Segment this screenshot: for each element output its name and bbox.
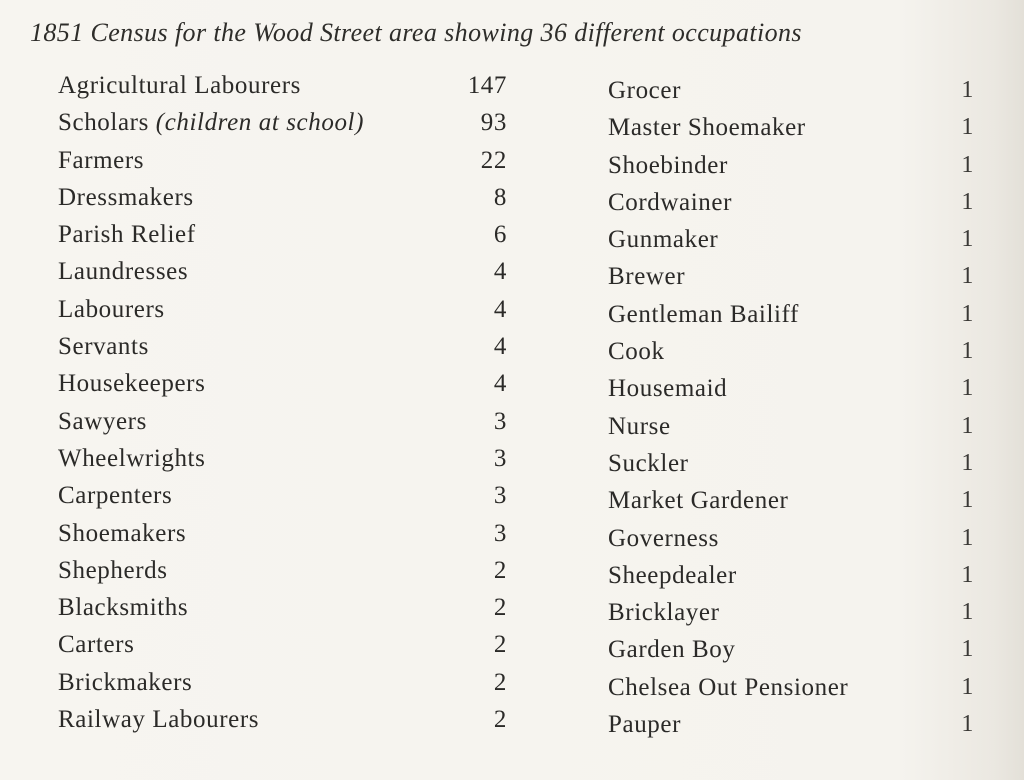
occupation-count: 1 xyxy=(961,673,974,700)
occupation-name: Bricklayer xyxy=(608,599,720,627)
occupation-name: Carters xyxy=(58,631,135,659)
list-item xyxy=(608,674,976,711)
occupation-name: Grocer xyxy=(608,77,681,104)
list-item xyxy=(58,520,513,557)
occupation-count: 1 xyxy=(961,412,974,439)
occupation-name: Housekeepers xyxy=(58,370,206,398)
list-item xyxy=(58,109,513,146)
occupation-count: 1 xyxy=(961,449,974,476)
list-item xyxy=(608,450,976,487)
occupation-name: Cook xyxy=(608,338,665,366)
occupation-name: Railway Labourers xyxy=(58,706,260,734)
list-item xyxy=(608,375,976,412)
list-item xyxy=(58,221,513,258)
occupation-count: 2 xyxy=(493,594,507,622)
list-item xyxy=(608,487,976,524)
occupation-name: Gunmaker xyxy=(608,226,719,254)
list-item xyxy=(608,189,976,226)
occupation-name: Sheepdealer xyxy=(608,561,737,589)
list-item xyxy=(58,482,513,519)
list-item xyxy=(608,413,976,450)
occupation-name: Gentleman Bailiff xyxy=(608,300,799,328)
occupation-count: 2 xyxy=(493,556,507,584)
occupation-count: 4 xyxy=(493,333,507,361)
occupation-name: Master Shoemaker xyxy=(608,114,806,142)
list-item xyxy=(608,525,976,562)
occupation-list-right xyxy=(608,77,976,748)
list-item xyxy=(58,594,513,631)
occupation-count: 4 xyxy=(493,295,507,323)
occupation-count: 1 xyxy=(961,188,974,215)
occupation-name: Parish Relief xyxy=(58,221,196,249)
list-item xyxy=(608,711,976,748)
occupation-name: Brewer xyxy=(608,263,686,291)
occupation-note: (children at school) xyxy=(155,109,365,137)
occupation-name: Wheelwrights xyxy=(58,444,206,472)
list-item xyxy=(58,445,513,482)
occupation-count: 1 xyxy=(961,338,974,365)
occupation-name: Scholars xyxy=(58,109,149,137)
occupation-count: 2 xyxy=(493,706,507,734)
occupation-name: Cordwainer xyxy=(608,188,733,216)
occupation-count: 1 xyxy=(961,524,974,551)
list-item xyxy=(58,258,513,295)
occupation-name: Chelsea Out Pensioner xyxy=(608,673,849,701)
list-item xyxy=(608,338,976,375)
occupation-name: Laundresses xyxy=(58,258,189,286)
list-item xyxy=(608,636,976,673)
list-item xyxy=(608,263,976,300)
occupation-count: 1 xyxy=(961,263,974,290)
occupation-name: Shepherds xyxy=(58,556,168,584)
list-item xyxy=(58,296,513,333)
occupation-count: 1 xyxy=(961,487,974,514)
list-item xyxy=(608,77,976,114)
occupation-count: 1 xyxy=(961,114,974,141)
occupation-name: Dressmakers xyxy=(58,183,194,211)
occupation-count: 4 xyxy=(493,258,507,286)
list-item xyxy=(608,114,976,151)
list-item xyxy=(608,562,976,599)
occupation-count: 22 xyxy=(480,146,507,174)
occupation-name: Labourers xyxy=(58,295,165,323)
occupation-count: 1 xyxy=(961,226,974,253)
list-item xyxy=(58,408,513,445)
occupation-count: 3 xyxy=(493,444,507,472)
list-item xyxy=(58,706,513,743)
occupation-name: Nurse xyxy=(608,412,671,440)
occupation-count: 1 xyxy=(961,561,974,588)
page-title: 1851 Census for the Wood Street area showing 36 different occupations xyxy=(30,18,802,47)
occupation-count: 2 xyxy=(493,631,507,659)
occupation-name: Suckler xyxy=(608,449,689,477)
occupation-count: 1 xyxy=(961,636,974,663)
list-item xyxy=(608,226,976,263)
list-item xyxy=(58,669,513,706)
list-item xyxy=(608,301,976,338)
occupation-name: Market Gardener xyxy=(608,487,789,515)
occupation-name: Housemaid xyxy=(608,375,728,403)
list-item xyxy=(58,333,513,370)
occupation-name: Carpenters xyxy=(58,482,173,510)
occupation-count: 2 xyxy=(493,668,507,696)
occupation-list-left xyxy=(58,72,513,743)
occupation-count: 1 xyxy=(961,300,974,327)
occupation-count: 4 xyxy=(493,370,507,398)
occupation-name: Blacksmiths xyxy=(58,594,189,622)
occupation-name: Sawyers xyxy=(58,407,147,435)
occupation-name: Farmers xyxy=(58,146,145,174)
occupation-count: 1 xyxy=(961,599,974,626)
occupation-count: 3 xyxy=(493,407,507,435)
occupation-count: 1 xyxy=(961,77,974,103)
list-item xyxy=(58,557,513,594)
occupation-count: 3 xyxy=(493,519,507,547)
occupation-name: Governess xyxy=(608,524,719,552)
occupation-name: Pauper xyxy=(608,711,682,739)
list-item xyxy=(58,184,513,221)
list-item xyxy=(58,72,513,109)
occupation-name: Garden Boy xyxy=(608,636,736,664)
list-item xyxy=(58,370,513,407)
occupation-count: 8 xyxy=(493,183,507,211)
occupation-name: Shoebinder xyxy=(608,151,728,179)
occupation-count: 147 xyxy=(467,72,507,99)
occupation-count: 1 xyxy=(961,151,974,178)
list-item xyxy=(608,599,976,636)
occupation-count: 6 xyxy=(493,221,507,249)
occupation-name: Brickmakers xyxy=(58,668,193,696)
occupation-count: 1 xyxy=(961,711,974,738)
occupation-name: Servants xyxy=(58,333,149,361)
occupation-count: 93 xyxy=(480,109,507,137)
list-item xyxy=(58,147,513,184)
occupation-count: 1 xyxy=(961,375,974,402)
occupation-name: Shoemakers xyxy=(58,519,187,547)
occupation-count: 3 xyxy=(493,482,507,510)
list-item xyxy=(58,631,513,668)
list-item xyxy=(608,152,976,189)
occupation-name: Agricultural Labourers xyxy=(58,72,301,99)
